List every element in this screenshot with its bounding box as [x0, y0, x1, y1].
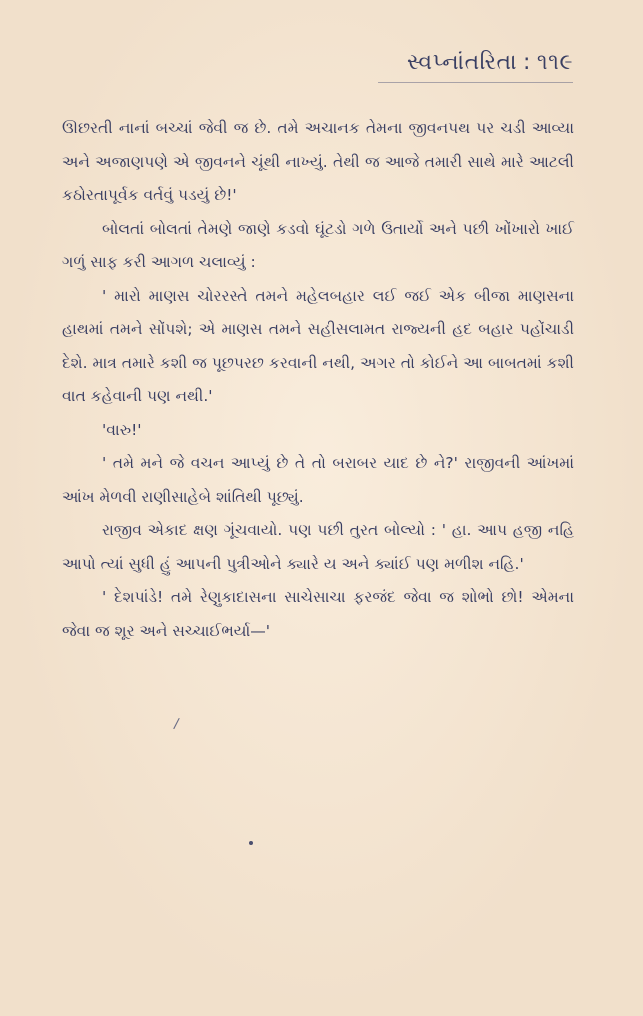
paragraph: ' દેશપાંડે! તમે રેણુકાદાસના સાચેસાચા ફરજંદ જેવા જ શોભો છો! એમના જેવા જ શૂર અને સચ્ચાઈભર્યા—'	[62, 588, 574, 640]
paragraph: ઊછરતી નાનાં બચ્ચાં જેવી જ છે. તમે અચાનક તેમના જીવનપથ પર ચડી આવ્યા અને અજાણપણે એ જીવનને ચૂંથી નાખ્યું. તેથી જ આજે તમારી સાથે મારે આટલી કઠોરતાપૂર્વક વર્તવું પડયું છે!'	[62, 119, 574, 204]
header-rule	[378, 82, 573, 83]
paragraph: રાજીવ એકાદ ક્ષણ ગૂંચવાયો. પણ પછી તુરત બોલ્યો : ' હા. આપ હજી નહિ આપો ત્યાં સુધી હું આપની પુત્રીઓને ક્યારે ય અને ક્યાંઈ પણ મળીશ નહિ.'	[62, 521, 574, 573]
body-text	[62, 112, 574, 648]
book-title: સ્વપ્નાંતરિતા	[407, 50, 517, 75]
ink-dot	[249, 841, 253, 845]
header-separator: :	[522, 50, 531, 75]
pencil-mark: /	[172, 715, 181, 733]
page-number: ૧૧૯	[536, 50, 573, 75]
paragraph: ' મારો માણસ ચોરરસ્તે તમને મહેલબહાર લઈ જઈ એક બીજા માણસના હાથમાં તમને સોંપશે; એ માણસ તમને સહીસલામત રાજ્યની હદ બહાર પહોંચાડી દેશે. માત્ર તમારે કશી જ પૂછપરછ કરવાની નથી, અગર તો કોઈને આ બાબતમાં કશી વાત કહેવાની પણ નથી.'	[62, 286, 574, 405]
paragraph: ' તમે મને જે વચન આપ્યું છે તે તો બરાબર યાદ છે ને?' રાજીવની આંખમાં આંખ મેળવી રાણીસાહેબે શાંતિથી પૂછ્યું.	[62, 454, 574, 506]
paragraph: બોલતાં બોલતાં તેમણે જાણે કડવો ઘૂંટડો ગળે ઉતાર્યો અને પછી ખોંખારો ખાઈ ગળું સાફ કરી આગળ ચલાવ્યું :	[62, 219, 574, 271]
paragraph: 'વારુ!'	[102, 420, 142, 439]
running-header	[407, 50, 573, 75]
